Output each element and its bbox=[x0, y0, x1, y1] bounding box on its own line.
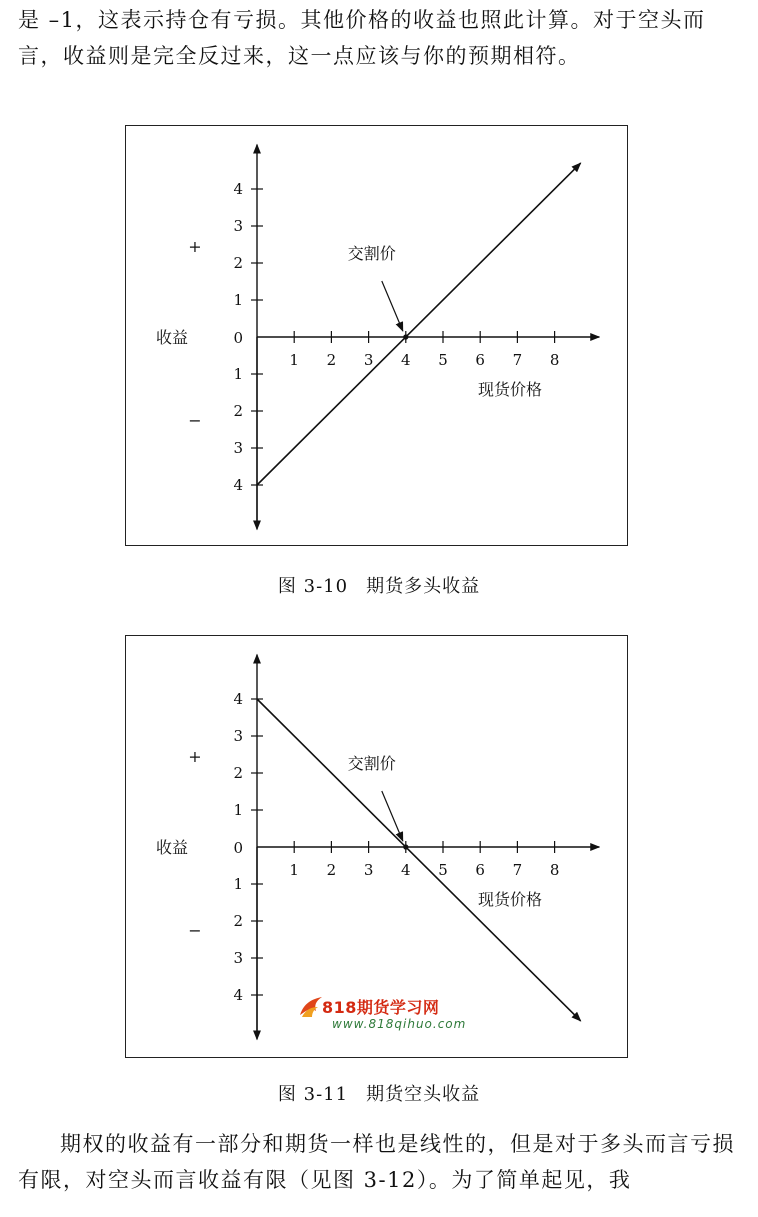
annotation-arrow bbox=[382, 281, 403, 331]
y-tick-label: 2 bbox=[233, 912, 243, 930]
y-tick-label: 4 bbox=[233, 180, 243, 198]
y-tick-label: 2 bbox=[233, 764, 243, 782]
x-tick-label: 4 bbox=[401, 351, 411, 369]
x-tick-label: 6 bbox=[475, 861, 485, 879]
delivery-point bbox=[403, 844, 408, 849]
y-tick-label: 3 bbox=[233, 217, 243, 235]
x-tick-label: 6 bbox=[475, 351, 485, 369]
y-tick-label: 4 bbox=[233, 690, 243, 708]
watermark-title: 818期货学习网 bbox=[322, 998, 440, 1017]
x-axis-title: 现货价格 bbox=[477, 380, 542, 399]
minus-sign: − bbox=[188, 410, 202, 430]
y-tick-label: 1 bbox=[233, 875, 243, 893]
plus-sign: + bbox=[188, 236, 202, 256]
figure-3-10 bbox=[125, 125, 628, 546]
plus-sign: + bbox=[188, 746, 202, 766]
x-tick-label: 5 bbox=[438, 861, 448, 879]
y-axis-title: 收益 bbox=[156, 838, 189, 857]
payoff-line bbox=[257, 163, 581, 485]
x-tick-label: 8 bbox=[549, 351, 560, 369]
x-tick-label: 8 bbox=[549, 861, 560, 879]
annotation-label: 交割价 bbox=[347, 244, 396, 263]
y-tick-label: 2 bbox=[233, 254, 243, 272]
y-tick-label-zero: 0 bbox=[233, 329, 243, 347]
x-tick-label: 7 bbox=[512, 351, 523, 369]
x-tick-label: 1 bbox=[289, 861, 299, 879]
y-tick-label: 1 bbox=[233, 801, 243, 819]
y-tick-label: 3 bbox=[233, 949, 243, 967]
x-tick-label: 5 bbox=[438, 351, 448, 369]
caption-title: 期货空头收益 bbox=[366, 1084, 481, 1105]
x-tick-label: 3 bbox=[363, 861, 374, 879]
paragraph-bottom: 期权的收益有一部分和期货一样也是线性的，但是对于多头而言亏损有限，对空头而言收益有限（见图 3-12）。为了简单起见，我 bbox=[18, 1132, 735, 1192]
watermark-url: www.818qihuo.com bbox=[332, 1017, 467, 1031]
y-tick-label: 4 bbox=[233, 986, 243, 1004]
y-tick-label: 3 bbox=[233, 727, 243, 745]
y-tick-label-zero: 0 bbox=[233, 839, 243, 857]
x-tick-label: 1 bbox=[289, 351, 299, 369]
y-tick-label: 1 bbox=[233, 291, 243, 309]
flame-logo-icon bbox=[298, 995, 324, 1019]
x-tick-label: 2 bbox=[326, 861, 337, 879]
x-tick-label: 7 bbox=[512, 861, 523, 879]
x-axis-title: 现货价格 bbox=[477, 890, 542, 909]
y-tick-label: 4 bbox=[233, 476, 243, 494]
paragraph-top: 是 –1，这表示持仓有亏损。其他价格的收益也照此计算。对于空头而言，收益则是完全反过来，这一点应该与你的预期相符。 bbox=[18, 8, 706, 68]
caption-title: 期货多头收益 bbox=[366, 576, 481, 597]
y-tick-label: 2 bbox=[233, 402, 243, 420]
y-tick-label: 3 bbox=[233, 439, 243, 457]
figure-caption bbox=[0, 572, 758, 598]
y-axis-title: 收益 bbox=[156, 328, 189, 347]
x-tick-label: 4 bbox=[401, 861, 411, 879]
y-tick-label: 1 bbox=[233, 365, 243, 383]
chart-short-futures bbox=[126, 636, 626, 1056]
delivery-point bbox=[403, 334, 408, 339]
minus-sign: − bbox=[188, 920, 202, 940]
caption-number: 图 3-10 bbox=[277, 576, 349, 597]
watermark bbox=[298, 995, 468, 1039]
x-tick-label: 2 bbox=[326, 351, 337, 369]
payoff-line bbox=[257, 699, 581, 1021]
x-tick-label: 3 bbox=[363, 351, 374, 369]
caption-number: 图 3-11 bbox=[277, 1084, 349, 1105]
annotation-label: 交割价 bbox=[347, 754, 396, 773]
figure-caption bbox=[0, 1080, 758, 1106]
chart-long-futures bbox=[126, 126, 626, 544]
